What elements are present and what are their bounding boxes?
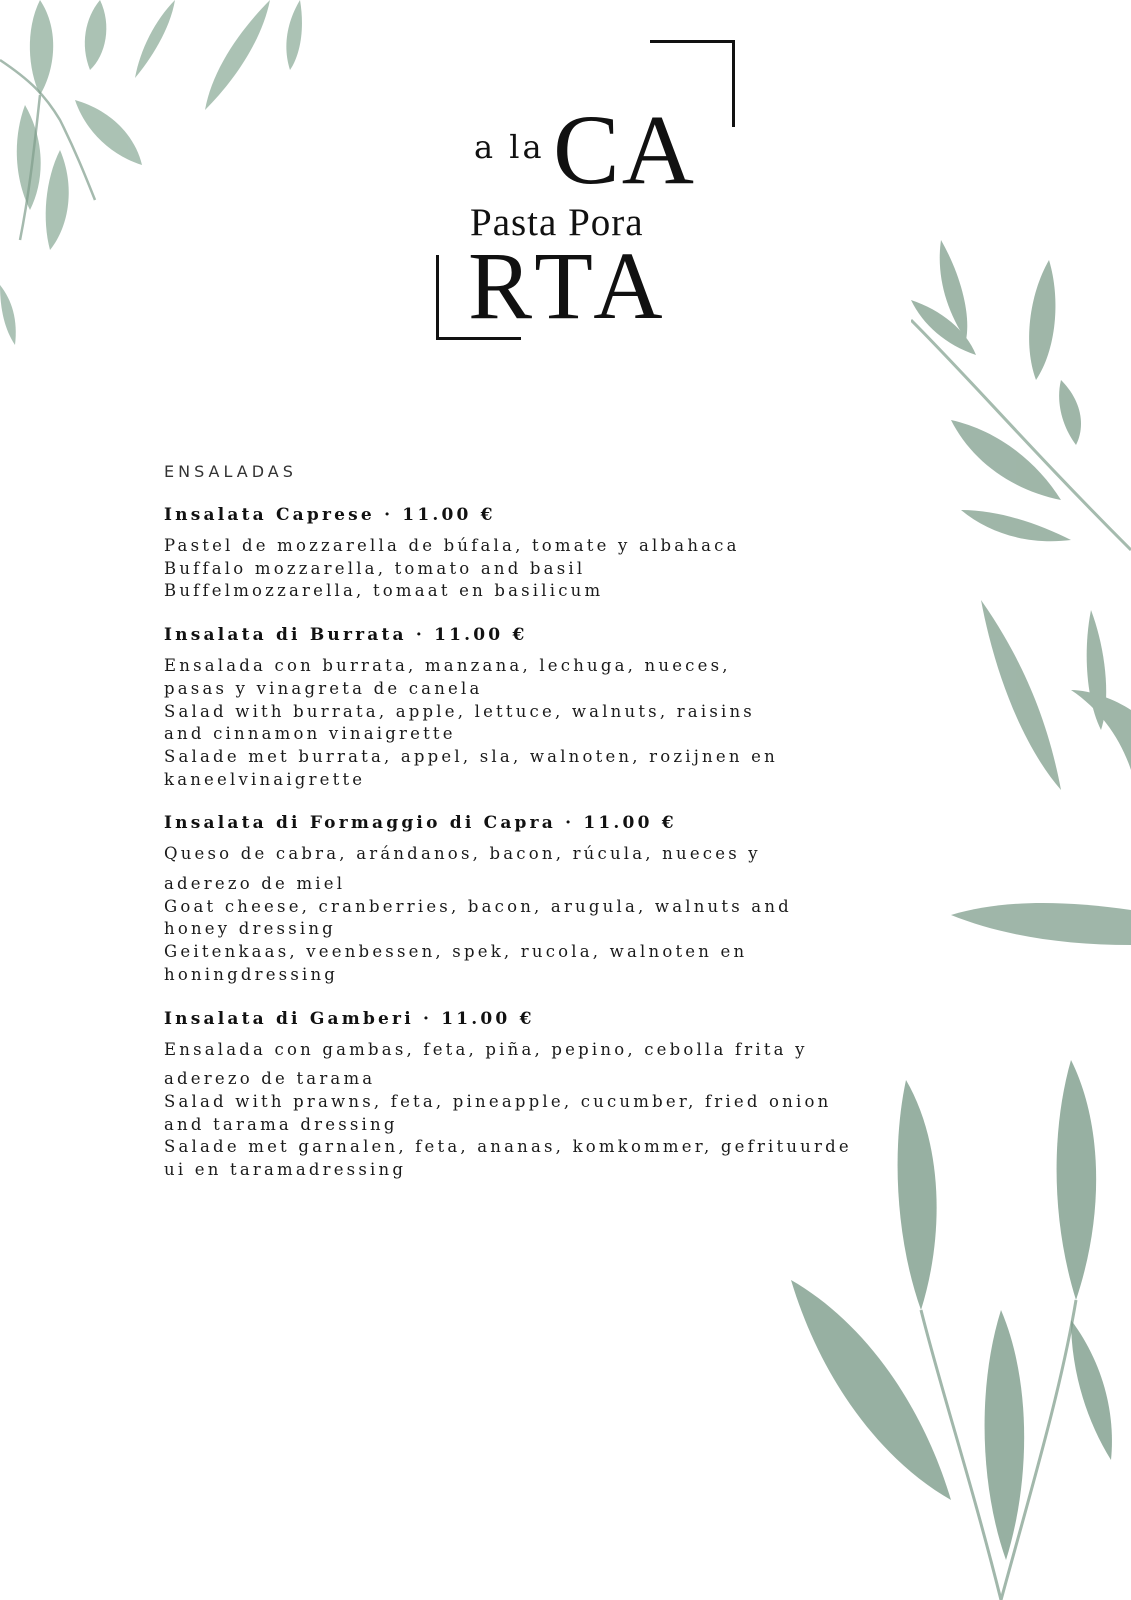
foliage-right-upper-decoration <box>911 230 1131 970</box>
dish-description-line: Queso de cabra, arándanos, bacon, rúcula, nueces y <box>164 844 761 864</box>
dish-description-line: Salad with burrata, apple, lettuce, walnuts, raisins <box>164 701 755 721</box>
dish-description-line: honey dressing <box>164 919 336 939</box>
dish-description-line: Buffalo mozzarella, tomato and basil <box>164 558 586 578</box>
dish-description-line: honingdressing <box>164 964 339 984</box>
dish-description-line: Salad with prawns, feta, pineapple, cucumber, fried onion <box>164 1091 832 1111</box>
dish-item <box>164 813 884 986</box>
dish-description-line: Goat cheese, cranberries, bacon, arugula, walnuts and <box>164 896 792 916</box>
dish-description-line: Ensalada con burrata, manzana, lechuga, nueces, <box>164 656 731 676</box>
dish-description-line: and cinnamon vinaigrette <box>164 724 456 744</box>
logo-text-rta: RTA <box>468 232 671 339</box>
dish-description-line: pasas y vinagreta de canela <box>164 678 483 698</box>
dish-name: Insalata di Formaggio di Capra · 11.00 € <box>164 813 677 834</box>
dish-description-line: ui en taramadressing <box>164 1160 407 1180</box>
dish-description-line: Geitenkaas, veenbessen, spek, rucola, walnoten en <box>164 942 748 962</box>
menu-section <box>164 462 884 1204</box>
logo-text-a-la: a la <box>474 128 545 166</box>
dish-description-line: Salade met garnalen, feta, ananas, komkommer, gefrituurde <box>164 1137 852 1157</box>
logo-brand-name: Pasta Pora <box>470 201 644 244</box>
dish-description-line: Pastel de mozzarella de búfala, tomate y albahaca <box>164 536 740 555</box>
dish-item <box>164 625 884 791</box>
restaurant-logo <box>430 40 740 340</box>
foliage-top-left-decoration <box>0 0 320 360</box>
dish-description-line: and tarama dressing <box>164 1114 398 1134</box>
dish-item <box>164 1009 884 1182</box>
dish-name: Insalata di Burrata · 11.00 € <box>164 625 528 646</box>
dish-name: Insalata di Gamberi · 11.00 € <box>164 1008 535 1029</box>
dish-description-line: aderezo de miel <box>164 874 346 894</box>
dish-description-line: Salade met burrata, appel, sla, walnoten, rozijnen en <box>164 746 778 766</box>
logo-text-ca: CA <box>553 94 696 205</box>
dish-name: Insalata Caprese · 11.00 € <box>164 505 496 525</box>
dish-description-line: Ensalada con gambas, feta, piña, pepino, cebolla frita y <box>164 1039 808 1059</box>
dish-description-line: kaneelvinaigrette <box>164 769 366 789</box>
dish-item <box>164 505 884 603</box>
section-title: ENSALADAS <box>164 462 297 481</box>
dish-description-line: aderezo de tarama <box>164 1069 376 1089</box>
dish-description-line: Buffelmozzarella, tomaat en basilicum <box>164 581 604 601</box>
